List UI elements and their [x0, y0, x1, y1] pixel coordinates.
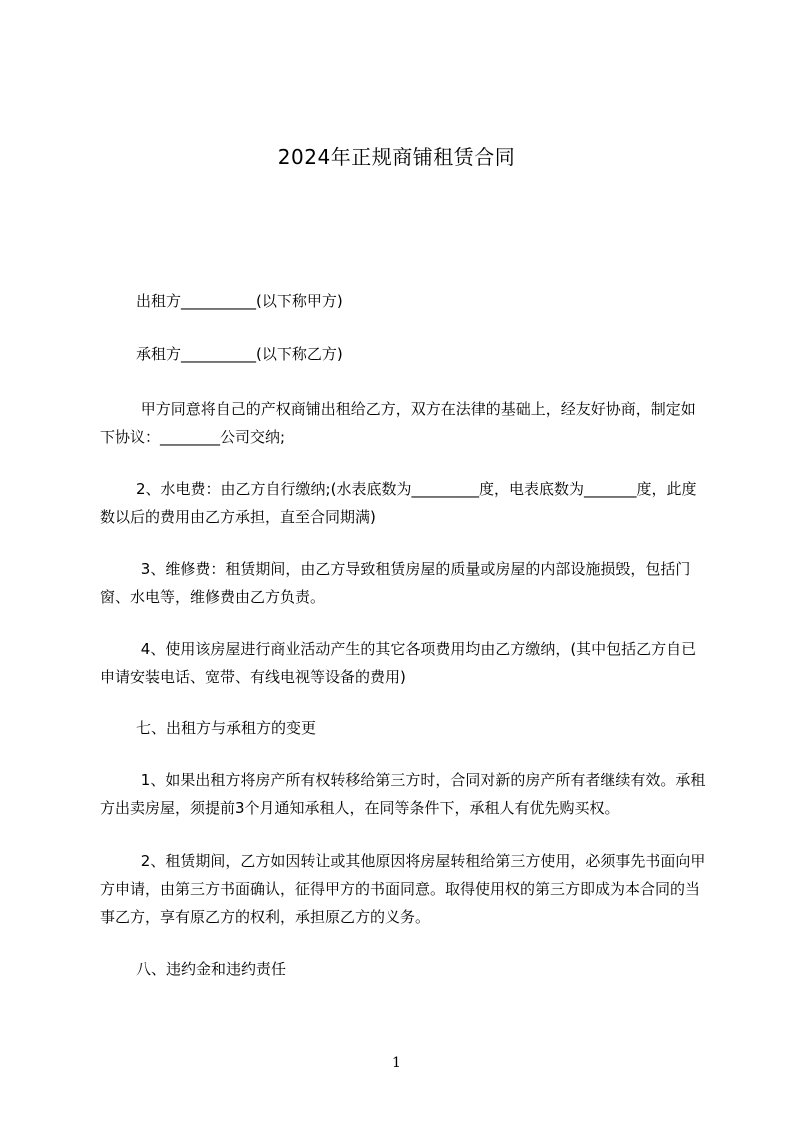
document-title: 2024年正规商铺租赁合同 — [277, 145, 516, 169]
paragraph-other-fees: 4、使用该房屋进行商业活动产生的其它各项费用均由乙方缴纳，(其中包括乙方自已申请安装电话、宽带、有线电视等设备的费用) — [100, 640, 697, 686]
paragraph-sublease: 2、租赁期间，乙方如因转让或其他原因将房屋转租给第三方使用，必须事先书面向甲方申请，由第三方书面确认，征得甲方的书面同意。取得使用权的第三方即成为本合同的当事乙方，享有原乙方的权利，承担原乙方的义务。 — [100, 852, 706, 926]
paragraph-utility-fees: 2、水电费：由乙方自行缴纳;(水表底数为_________度，电表底数为_______度，此度数以后的费用由乙方承担，直至合同期满) — [100, 480, 697, 526]
paragraph-maintenance-fees: 3、维修费：租赁期间，由乙方导致租赁房屋的质量或房屋的内部设施损毁，包括门窗、水电等，维修费由乙方负责。 — [100, 560, 691, 606]
section-heading-changes: 七、出租方与承租方的变更 — [136, 719, 317, 737]
paragraph-agreement-intro: 甲方同意将自己的产权商铺出租给乙方，双方在法律的基础上，经友好协商，制定如下协议：________公司交纳; — [100, 400, 696, 446]
paragraph-lessee: 承租方__________(以下称乙方) — [136, 345, 343, 363]
page-number: 1 — [392, 1055, 401, 1071]
paragraph-lessor: 出租方__________(以下称甲方) — [136, 292, 343, 310]
section-heading-penalty: 八、违约金和违约责任 — [136, 960, 287, 978]
paragraph-ownership-transfer: 1、如果出租方将房产所有权转移给第三方时，合同对新的房产所有者继续有效。承租方出卖房屋，须提前3个月通知承租人，在同等条件下，承租人有优先购买权。 — [100, 771, 706, 817]
